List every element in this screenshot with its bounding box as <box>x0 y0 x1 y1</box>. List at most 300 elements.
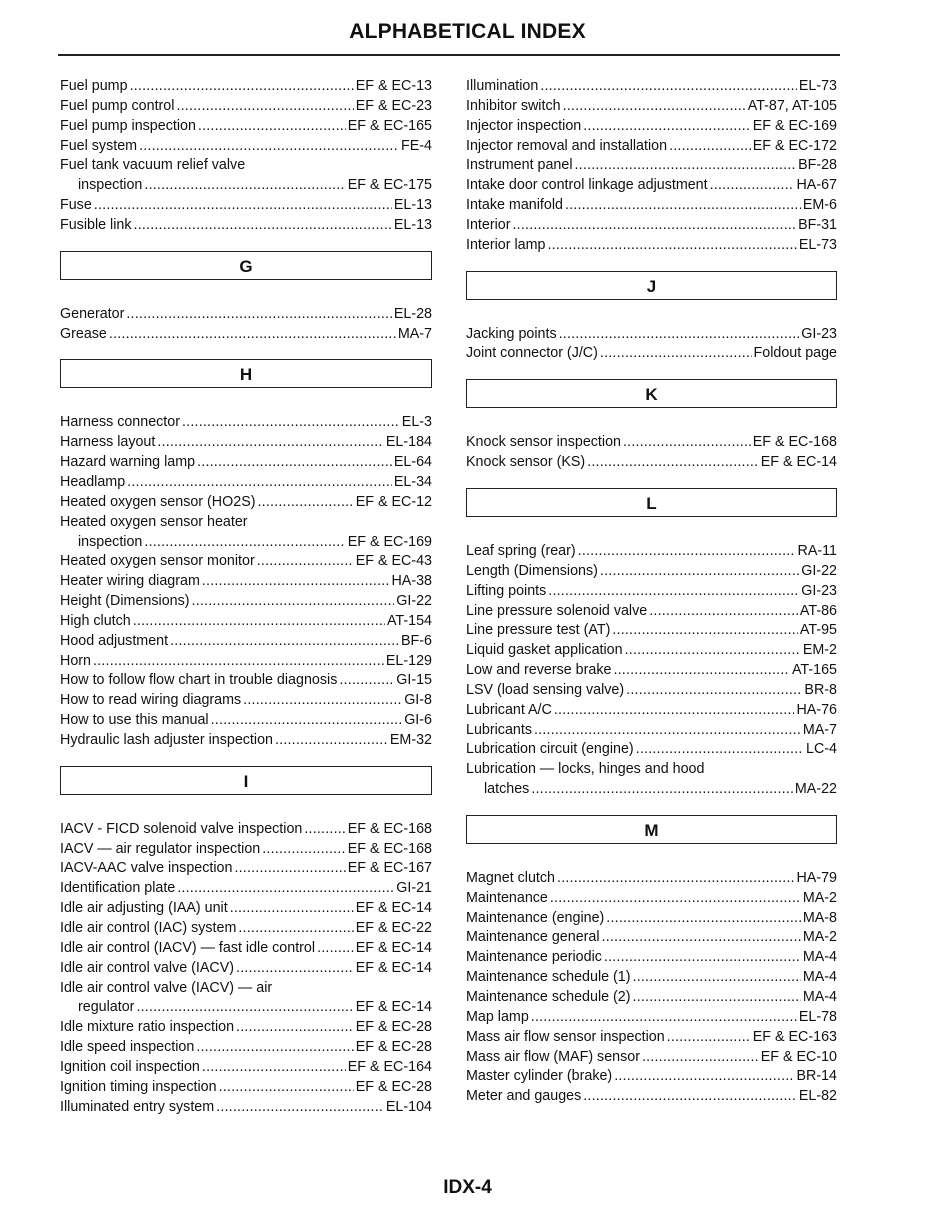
dot-leader <box>667 1028 751 1048</box>
entry-term: Fuel pump inspection <box>60 117 196 134</box>
index-entry <box>60 325 432 345</box>
index-entry <box>60 979 432 999</box>
dot-leader <box>197 453 392 473</box>
index-entry <box>60 879 432 899</box>
index-entry <box>466 721 837 741</box>
index-entry <box>60 959 432 979</box>
entry-page-ref: GI-23 <box>801 325 837 342</box>
dot-leader <box>196 1038 353 1058</box>
index-entry <box>60 899 432 919</box>
entry-term: Generator <box>60 305 125 322</box>
index-entry <box>466 1087 837 1107</box>
entry-term: Idle air control (IACV) — fast idle control <box>60 939 316 956</box>
entry-page-ref: MA-4 <box>802 949 837 966</box>
dot-leader <box>531 780 793 800</box>
index-entry <box>60 939 432 959</box>
index-entry <box>60 156 432 176</box>
entry-page-ref: MA-2 <box>802 889 837 906</box>
dot-leader <box>578 542 796 562</box>
entry-term: Heated oxygen sensor heater <box>60 513 248 530</box>
dot-leader <box>548 582 799 602</box>
entry-term: Idle speed inspection <box>60 1039 195 1056</box>
section-heading-g: G <box>60 251 432 280</box>
entry-term: Interior <box>466 216 511 233</box>
entry-page-ref: EF & EC-169 <box>347 533 432 550</box>
section-heading-l: L <box>466 488 837 517</box>
entry-term: Grease <box>60 325 107 342</box>
index-entry <box>60 137 432 157</box>
entry-page-ref: EF & EC-12 <box>355 493 432 510</box>
dot-leader <box>216 1098 384 1118</box>
index-entry <box>60 305 432 325</box>
entry-term: LSV (load sensing valve) <box>466 681 625 698</box>
entry-page-ref: EF & EC-172 <box>752 137 837 154</box>
entry-page-ref: MA-4 <box>802 969 837 986</box>
dot-leader <box>93 652 384 672</box>
dot-leader <box>613 661 790 681</box>
index-entry <box>60 533 432 553</box>
entry-page-ref: MA-7 <box>802 721 837 738</box>
dot-leader <box>623 433 751 453</box>
index-entry <box>466 453 837 473</box>
entry-page-ref: AT-86 <box>799 602 837 619</box>
dot-leader <box>243 691 402 711</box>
entry-term: Maintenance schedule (2) <box>466 989 631 1005</box>
entry-page-ref: EF & EC-168 <box>752 434 837 451</box>
page-title: ALPHABETICAL INDEX <box>349 20 586 43</box>
index-entry <box>60 473 432 493</box>
index-entry <box>60 919 432 939</box>
section-h <box>60 413 432 750</box>
entry-term: Lubricant A/C <box>466 701 552 718</box>
entry-page-ref: EF & EC-14 <box>760 454 837 471</box>
index-entry <box>466 1028 837 1048</box>
entry-term: Idle air adjusting (IAA) unit <box>60 900 228 917</box>
index-entry <box>466 1048 837 1068</box>
dot-leader <box>559 325 800 345</box>
entry-term: Idle air control valve (IACV) — air <box>60 979 273 996</box>
index-entry <box>60 612 432 632</box>
entry-term: Lifting points <box>466 582 547 599</box>
entry-page-ref: FE-4 <box>401 137 432 154</box>
entry-page-ref: AT-165 <box>791 662 837 679</box>
entry-page-ref: MA-2 <box>802 929 837 946</box>
index-entry <box>466 216 837 236</box>
dot-leader <box>139 137 399 157</box>
entry-page-ref: HA-76 <box>796 701 837 718</box>
dot-leader <box>600 562 799 582</box>
entry-page-ref: GI-22 <box>801 562 837 579</box>
entry-page-ref: EF & EC-168 <box>347 840 432 857</box>
right-column <box>466 77 837 1107</box>
index-entry <box>466 988 837 1008</box>
entry-term: How to read wiring diagrams <box>60 692 242 709</box>
dot-leader <box>136 998 353 1018</box>
entry-page-ref: EL-3 <box>401 414 432 431</box>
entry-page-ref: GI-15 <box>396 672 432 689</box>
dot-leader <box>563 97 746 117</box>
entry-term: Instrument panel <box>466 157 573 174</box>
entry-term: Ignition coil inspection <box>60 1058 200 1075</box>
entry-term: regulator <box>78 999 135 1016</box>
entry-page-ref: GI-23 <box>801 582 837 599</box>
entry-page-ref: EL-129 <box>385 652 432 669</box>
entry-page-ref: EL-13 <box>393 216 432 233</box>
section-heading-h: H <box>60 359 432 388</box>
entry-term: Fuel tank vacuum relief valve <box>60 157 246 174</box>
dot-leader <box>94 196 392 216</box>
entry-page-ref: EL-64 <box>393 454 432 471</box>
index-entry <box>466 928 837 948</box>
entry-term: Mass air flow (MAF) sensor <box>466 1048 640 1065</box>
entry-page-ref: EL-73 <box>798 236 837 253</box>
section-heading-m: M <box>466 815 837 844</box>
dot-leader <box>275 731 388 751</box>
index-entry <box>60 572 432 592</box>
index-entry <box>60 413 432 433</box>
entry-term: Length (Dimensions) <box>466 562 598 579</box>
entry-page-ref: HA-67 <box>796 177 837 194</box>
entry-page-ref: EF & EC-167 <box>347 860 432 877</box>
index-entry <box>60 433 432 453</box>
entry-page-ref: EL-34 <box>393 473 432 490</box>
index-entry <box>60 632 432 652</box>
index-entry <box>466 582 837 602</box>
entry-page-ref: EL-184 <box>385 434 432 451</box>
entry-term: latches <box>484 781 530 798</box>
entry-page-ref: GI-22 <box>396 593 432 610</box>
index-entry <box>466 740 837 760</box>
dot-leader <box>565 196 801 216</box>
index-entry <box>466 760 837 780</box>
entry-page-ref: GI-8 <box>404 692 432 709</box>
entry-page-ref: EL-73 <box>798 78 837 94</box>
dot-leader <box>633 968 801 988</box>
section-i-continued <box>466 77 837 256</box>
entry-page-ref: EF & EC-14 <box>355 939 432 956</box>
entry-term: Maintenance schedule (1) <box>466 969 631 986</box>
entry-term: Idle air control valve (IACV) <box>60 959 235 976</box>
index-entry <box>466 780 837 800</box>
dot-leader <box>636 740 804 760</box>
dot-leader <box>230 899 354 919</box>
entry-page-ref: EL-78 <box>798 1008 837 1025</box>
index-entry <box>466 344 837 364</box>
dot-leader <box>219 1078 354 1098</box>
dot-leader <box>126 305 391 325</box>
entry-term: How to follow flow chart in trouble diagnosis <box>60 672 338 689</box>
title-rule <box>58 54 840 56</box>
section-f <box>60 77 432 236</box>
dot-leader <box>625 641 801 661</box>
index-entry <box>466 889 837 909</box>
entry-page-ref: EF & EC-13 <box>355 78 432 94</box>
entry-page-ref: EF & EC-14 <box>355 900 432 917</box>
dot-leader <box>626 681 802 701</box>
index-entry <box>466 542 837 562</box>
dot-leader <box>192 592 395 612</box>
entry-term: Idle air control (IAC) system <box>60 920 237 936</box>
dot-leader <box>633 988 801 1008</box>
entry-term: Ignition timing inspection <box>60 1078 217 1095</box>
entry-term: Heated oxygen sensor monitor <box>60 553 255 570</box>
entry-page-ref: HA-38 <box>391 573 432 590</box>
entry-term: Intake manifold <box>466 197 563 214</box>
dot-leader <box>176 97 353 117</box>
entry-page-ref: EF & EC-28 <box>355 1078 432 1095</box>
index-entry <box>60 691 432 711</box>
index-entry <box>60 77 432 97</box>
entry-term: Lubricants <box>466 721 532 738</box>
dot-leader <box>612 621 798 641</box>
entry-term: Illuminated entry system <box>60 1098 215 1115</box>
entry-page-ref: EL-104 <box>385 1098 432 1115</box>
entry-term: Lubrication — locks, hinges and hood <box>466 761 705 778</box>
entry-page-ref: Foldout page <box>753 345 837 362</box>
index-entry <box>466 701 837 721</box>
entry-term: IACV-AAC valve inspection <box>60 860 233 877</box>
entry-term: Mass air flow sensor inspection <box>466 1028 665 1045</box>
index-entry <box>60 840 432 860</box>
dot-leader <box>144 176 345 196</box>
index-entry <box>60 1038 432 1058</box>
index-entry <box>466 325 837 345</box>
dot-leader <box>587 453 759 473</box>
entry-term: Knock sensor (KS) <box>466 454 586 471</box>
entry-term: Heated oxygen sensor (HO2S) <box>60 493 256 510</box>
dot-leader <box>257 552 354 572</box>
index-entry <box>466 433 837 453</box>
index-entry <box>60 731 432 751</box>
dot-leader <box>258 493 354 513</box>
entry-term: Low and reverse brake <box>466 662 612 679</box>
dot-leader <box>649 602 798 622</box>
entry-term: Identification plate <box>60 880 176 897</box>
section-l <box>466 542 837 800</box>
entry-page-ref: BR-8 <box>804 681 837 698</box>
index-entry <box>466 1067 837 1087</box>
dot-leader <box>531 1008 797 1028</box>
dot-leader <box>583 117 751 137</box>
dot-leader <box>130 77 354 97</box>
dot-leader <box>157 433 384 453</box>
dot-leader <box>127 473 392 493</box>
entry-term: Fuel system <box>60 137 138 154</box>
dot-leader <box>606 909 801 929</box>
entry-page-ref: EF & EC-165 <box>347 117 432 134</box>
index-entry <box>466 236 837 256</box>
entry-page-ref: BF-28 <box>798 157 837 174</box>
entry-term: Hazard warning lamp <box>60 454 196 471</box>
entry-page-ref: BF-31 <box>798 216 837 233</box>
dot-leader <box>236 1018 354 1038</box>
section-j <box>466 325 837 365</box>
entry-term: Line pressure test (AT) <box>466 622 611 639</box>
entry-term: IACV - FICD solenoid valve inspection <box>60 820 303 837</box>
entry-term: Maintenance (engine) <box>466 909 605 926</box>
index-entry <box>466 77 837 97</box>
index-entry <box>60 493 432 513</box>
dot-leader <box>614 1067 794 1087</box>
entry-term: Meter and gauges <box>466 1088 582 1105</box>
entry-term: Maintenance general <box>466 929 600 946</box>
dot-leader <box>304 820 345 840</box>
dot-leader <box>144 533 345 553</box>
dot-leader <box>262 840 346 860</box>
entry-page-ref: LC-4 <box>806 741 837 758</box>
entry-page-ref: HA-79 <box>796 869 837 886</box>
index-entry <box>466 641 837 661</box>
dot-leader <box>202 1058 346 1078</box>
entry-page-ref: EF & EC-168 <box>347 820 432 837</box>
dot-leader <box>554 701 795 721</box>
entry-term: How to use this manual <box>60 712 209 729</box>
entry-term: Harness connector <box>60 414 180 431</box>
dot-leader <box>177 879 394 899</box>
entry-page-ref: EL-28 <box>393 305 432 322</box>
index-entry <box>60 513 432 533</box>
index-entry <box>60 176 432 196</box>
entry-page-ref: EL-82 <box>798 1088 837 1105</box>
entry-term: Fuse <box>60 197 92 214</box>
index-entry <box>466 681 837 701</box>
index-entry <box>466 661 837 681</box>
index-entry <box>60 97 432 117</box>
index-entry <box>60 1098 432 1118</box>
entry-page-ref: AT-95 <box>799 622 837 639</box>
dot-leader <box>600 344 752 364</box>
index-entry <box>466 948 837 968</box>
entry-term: Fuel pump <box>60 78 128 94</box>
entry-page-ref: EF & EC-14 <box>355 959 432 976</box>
entry-term: Hood adjustment <box>60 632 169 649</box>
index-entry <box>466 562 837 582</box>
index-entry <box>60 671 432 691</box>
dot-leader <box>234 859 345 879</box>
section-g <box>60 305 432 345</box>
index-entry <box>466 117 837 137</box>
entry-page-ref: AT-154 <box>386 612 432 629</box>
entry-term: Liquid gasket application <box>466 642 623 659</box>
index-entry <box>60 711 432 731</box>
entry-term: Intake door control linkage adjustment <box>466 177 708 194</box>
entry-term: Hydraulic lash adjuster inspection <box>60 731 273 748</box>
page-number: IDX-4 <box>443 1177 492 1198</box>
index-entry <box>466 97 837 117</box>
index-entry <box>466 968 837 988</box>
index-entry <box>466 1008 837 1028</box>
entry-term: Fusible link <box>60 216 132 233</box>
entry-page-ref: BF-6 <box>401 632 432 649</box>
index-entry <box>60 117 432 137</box>
dot-leader <box>170 632 399 652</box>
index-entry <box>466 156 837 176</box>
entry-page-ref: MA-8 <box>802 909 837 926</box>
entry-page-ref: EM-6 <box>802 197 837 214</box>
section-m <box>466 869 837 1107</box>
dot-leader <box>534 721 801 741</box>
entry-page-ref: EF & EC-28 <box>355 1039 432 1056</box>
entry-page-ref: EF & EC-14 <box>355 999 432 1016</box>
entry-term: Joint connector (J/C) <box>466 345 598 362</box>
index-entry <box>60 652 432 672</box>
dot-leader <box>339 671 394 691</box>
entry-term: Injector inspection <box>466 117 582 134</box>
dot-leader <box>575 156 797 176</box>
index-entry <box>60 196 432 216</box>
entry-term: Height (Dimensions) <box>60 593 190 610</box>
entry-term: inspection <box>78 533 143 550</box>
left-column <box>60 77 432 1117</box>
index-entry <box>466 621 837 641</box>
entry-page-ref: EF & EC-164 <box>347 1058 432 1075</box>
dot-leader <box>109 325 396 345</box>
entry-page-ref: EF & EC-163 <box>752 1028 837 1045</box>
entry-page-ref: EM-32 <box>389 731 432 748</box>
section-heading-j: J <box>466 271 837 300</box>
index-entry <box>60 592 432 612</box>
entry-term: High clutch <box>60 612 131 629</box>
entry-term: Maintenance periodic <box>466 949 602 966</box>
entry-term: Jacking points <box>466 325 557 342</box>
entry-page-ref: EF & EC-10 <box>760 1048 837 1065</box>
entry-term: Line pressure solenoid valve <box>466 602 648 619</box>
entry-page-ref: EL-13 <box>393 197 432 214</box>
entry-page-ref: MA-4 <box>802 989 837 1005</box>
index-entry <box>60 552 432 572</box>
dot-leader <box>547 236 796 256</box>
entry-page-ref: EF & EC-28 <box>355 1019 432 1036</box>
index-entry <box>466 196 837 216</box>
dot-leader <box>198 117 346 137</box>
entry-term: Injector removal and installation <box>466 137 668 154</box>
dot-leader <box>550 889 801 909</box>
entry-term: Inhibitor switch <box>466 97 561 114</box>
dot-leader <box>238 919 353 939</box>
dot-leader <box>317 939 354 959</box>
entry-term: Knock sensor inspection <box>466 434 621 451</box>
section-heading-k: K <box>466 379 837 408</box>
entry-term: Fuel pump control <box>60 97 175 114</box>
section-i <box>60 820 432 1118</box>
index-entry <box>60 998 432 1018</box>
dot-leader <box>202 572 390 592</box>
entry-page-ref: MA-7 <box>397 325 432 342</box>
entry-term: Idle mixture ratio inspection <box>60 1019 235 1036</box>
entry-page-ref: EF & EC-169 <box>752 117 837 134</box>
dot-leader <box>236 959 354 979</box>
entry-page-ref: GI-6 <box>404 712 432 729</box>
dot-leader <box>602 928 801 948</box>
entry-term: Harness layout <box>60 434 156 451</box>
entry-term: IACV — air regulator inspection <box>60 840 261 857</box>
dot-leader <box>513 216 797 236</box>
entry-page-ref: EF & EC-23 <box>355 97 432 114</box>
entry-term: inspection <box>78 177 143 194</box>
entry-page-ref: EF & EC-22 <box>355 920 432 936</box>
dot-leader <box>583 1087 797 1107</box>
section-k <box>466 433 837 473</box>
entry-page-ref: RA-11 <box>797 542 837 559</box>
dot-leader <box>642 1048 759 1068</box>
entry-page-ref: EF & EC-175 <box>347 177 432 194</box>
index-entry <box>60 1018 432 1038</box>
dot-leader <box>134 216 392 236</box>
entry-page-ref: GI-21 <box>396 880 432 897</box>
entry-term: Leaf spring (rear) <box>466 542 576 559</box>
index-entry <box>60 859 432 879</box>
entry-page-ref: AT-87, AT-105 <box>747 97 837 114</box>
